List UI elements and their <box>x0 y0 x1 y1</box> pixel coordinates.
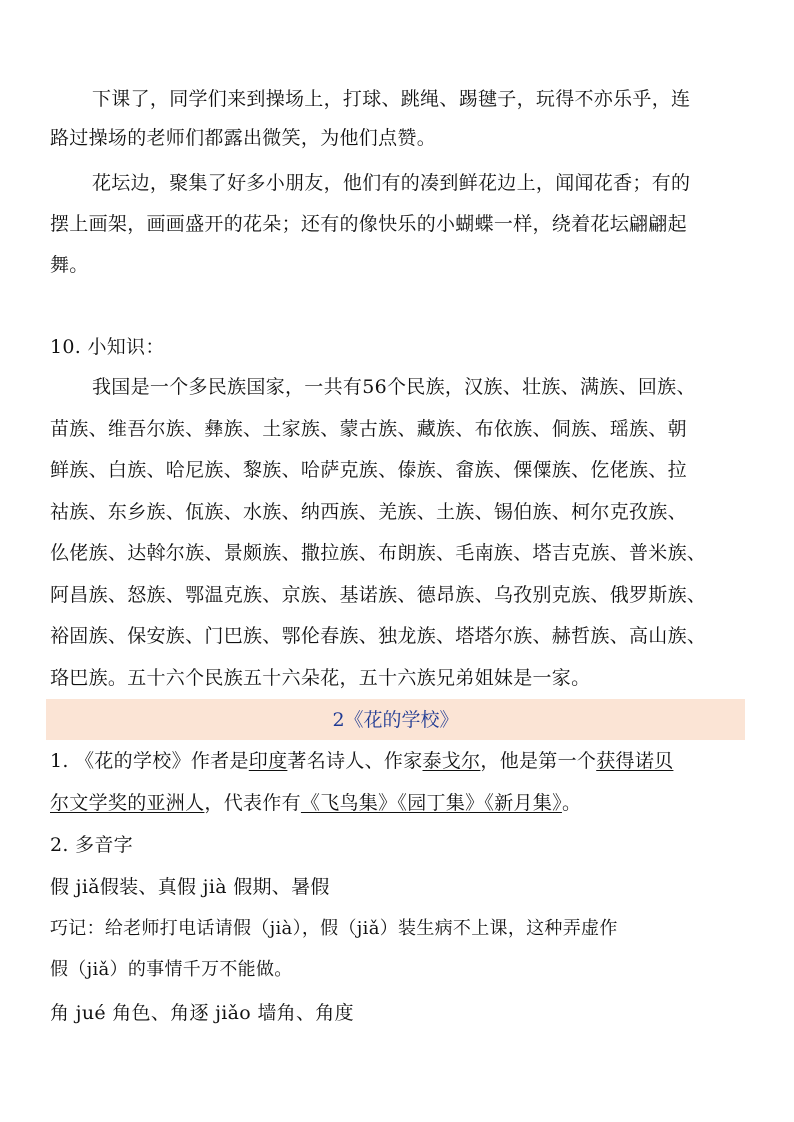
lesson-heading: 2《花的学校》 <box>332 709 459 731</box>
ethnic-line-7: 裕固族、保安族、门巴族、鄂伦春族、独龙族、塔塔尔族、赫哲族、高山族、 <box>50 625 707 647</box>
nobel-underlined-part-2: 尔文学奖的亚洲人 <box>50 792 205 814</box>
ethnic-line-4: 祜族、东乡族、佤族、水族、纳西族、羌族、土族、锡伯族、柯尔克孜族、 <box>50 501 687 523</box>
paragraph-2-line-1: 花坛边，聚集了好多小朋友，他们有的凑到鲜花边上，闻闻花香；有的 <box>92 172 691 194</box>
mnemonic-line-2: 假（jiǎ）的事情千万不能做。 <box>50 959 293 980</box>
ethnic-line-3: 鲜族、白族、哈尼族、黎族、哈萨克族、傣族、畲族、傈僳族、仡佬族、拉 <box>50 459 687 481</box>
works-underlined: 《飞鸟集》《园丁集》《新月集》 <box>300 792 562 814</box>
item-1-text-c: ，他是第一个 <box>480 750 597 772</box>
paragraph-2-line-3: 舞。 <box>50 254 89 276</box>
mnemonic-line-1: 巧记：给老师打电话请假（jià），假（jiǎ）装生病不上课，这种弄虚作 <box>50 918 618 939</box>
item-1-line-1 <box>50 748 673 774</box>
paragraph-1-line-1: 下课了，同学们来到操场上，打球、跳绳、踢毽子，玩得不亦乐乎，连 <box>92 88 691 110</box>
jia-pronunciation-line: 假 jiǎ假装、真假 jià 假期、暑假 <box>50 876 330 898</box>
jue-pronunciation-line: 角 jué 角色、角逐 jiǎo 墙角、角度 <box>50 1002 354 1024</box>
item-1-line-2 <box>50 790 581 816</box>
ethnic-line-8: 珞巴族。五十六个民族五十六朵花，五十六族兄弟姐妹是一家。 <box>50 667 591 689</box>
ethnic-line-5: 仫佬族、达斡尔族、景颇族、撒拉族、布朗族、毛南族、塔吉克族、普米族、 <box>50 542 707 564</box>
ethnic-line-1: 我国是一个多民族国家，一共有56个民族，汉族、壮族、满族、回族、 <box>92 376 696 398</box>
section-10-title: 10. 小知识： <box>50 336 165 358</box>
tagore-underlined: 泰戈尔 <box>422 750 481 772</box>
item-2-title: 2. 多音字 <box>50 834 133 856</box>
item-1-text-b: 著名诗人、作家 <box>287 750 423 772</box>
nobel-underlined-part-1: 获得诺贝 <box>596 750 674 772</box>
item-1-text-e: 。 <box>561 792 582 814</box>
item-1-text-a: 1. 《花的学校》作者是 <box>50 750 249 772</box>
ethnic-line-6: 阿昌族、怒族、鄂温克族、京族、基诺族、德昂族、乌孜别克族、俄罗斯族、 <box>50 584 707 606</box>
paragraph-2-line-2: 摆上画架，画画盛开的花朵；还有的像快乐的小蝴蝶一样，绕着花坛翩翩起 <box>50 213 687 235</box>
ethnic-line-2: 苗族、维吾尔族、彝族、土家族、蒙古族、藏族、布依族、侗族、瑶族、朝 <box>50 418 687 440</box>
paragraph-1-line-2: 路过操场的老师们都露出微笑，为他们点赞。 <box>50 127 437 149</box>
india-underlined: 印度 <box>248 750 288 772</box>
item-1-text-d: ，代表作有 <box>204 792 301 814</box>
lesson-heading-band <box>46 699 745 740</box>
